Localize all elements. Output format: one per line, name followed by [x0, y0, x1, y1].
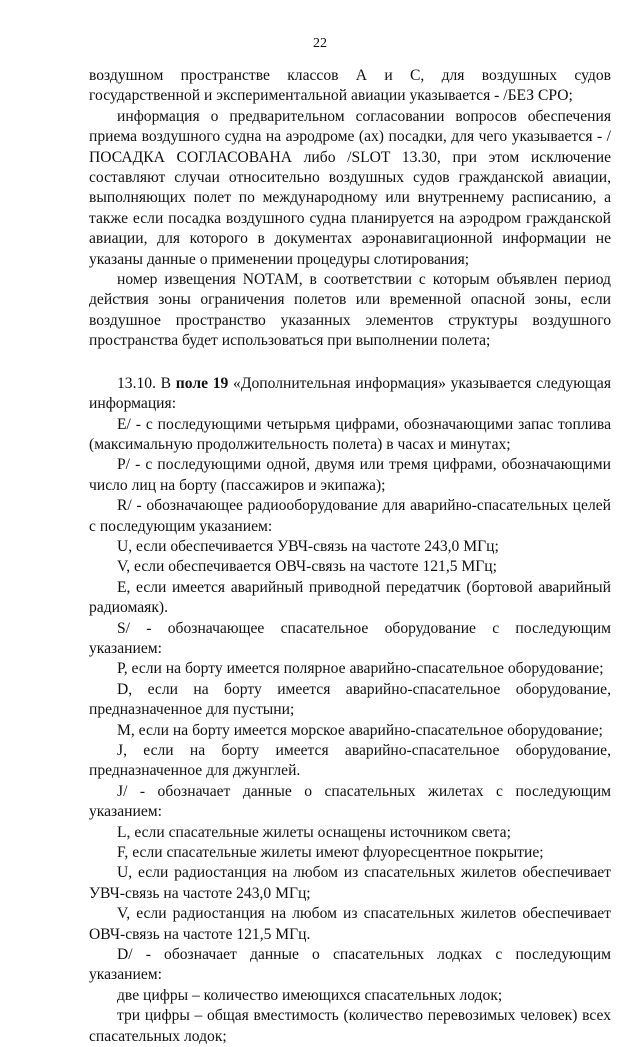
- list-item: М, если на борту имеется морское аварийно-спасательное оборудование;: [117, 721, 603, 739]
- list-item: две цифры – количество имеющихся спасательных лодок;: [117, 986, 503, 1004]
- list-item: U, если обеспечивается УВЧ-связь на частоте 243,0 МГц;: [117, 537, 499, 555]
- list-item: D/ - обозначает данные о спасательных лодках с последующим указанием:: [89, 946, 611, 984]
- list-item: J, если на борту имеется аварийно-спасательное оборудование, предназначенное для джунглей.: [89, 742, 611, 780]
- list-item: три цифры – общая вместимость (количество перевозимых человек) всех спасательных лодок;: [89, 1007, 611, 1045]
- list-item: F, если спасательные жилеты имеют флуоресцентное покрытие;: [117, 844, 544, 862]
- paragraph-gap: [89, 352, 611, 374]
- list-item: Е/ - с последующими четырьмя цифрами, обозначающими запас топлива (максимальную продолжительность полета) в часах и минутах;: [89, 415, 611, 453]
- list-item: Р, если на борту имеется полярное аварийно-спасательное оборудование;: [117, 660, 604, 678]
- list-item: V, если радиостанция на любом из спасательных жилетов обеспечивает ОВЧ-связь на частоте 121,5 МГц.: [89, 905, 611, 943]
- page-number: 22: [313, 36, 327, 51]
- paragraph: воздушном пространстве классов А и С, для воздушных судов государственной и экспериментальной авиации указывается - /БЕЗ СРО;: [89, 67, 611, 105]
- list-item: R/ - обозначающее радиооборудование для аварийно-спасательных целей с последующим указанием:: [89, 497, 611, 535]
- document-body: [89, 66, 611, 1047]
- section-suffix: «Дополнительная информация» указывается следующая информация:: [89, 374, 611, 413]
- list-item: L, если спасательные жилеты оснащены источником света;: [117, 823, 511, 841]
- paragraph: номер извещения NOTAM, в соответствии с которым объявлен период действия зоны ограничения полетов или временной опасной зоны, если воздушное пространство указанных элементов структуры воздушного пространства будет использоваться при выполнении полета;: [89, 271, 611, 350]
- section-field-name: поле 19: [175, 374, 229, 392]
- list-item: D, если на борту имеется аварийно-спасательное оборудование, предназначенное для пустыни;: [89, 680, 611, 719]
- list-item: V, если обеспечивается ОВЧ-связь на частоте 121,5 МГц;: [117, 558, 497, 576]
- list-item: S/ - обозначающее спасательное оборудование с последующим указанием:: [89, 619, 611, 657]
- section-heading-paragraph: [89, 374, 611, 415]
- list-item: U, если радиостанция на любом из спасательных жилетов обеспечивает УВЧ-связь на частоте 243,0 МГц;: [89, 864, 611, 902]
- list-item: Е, если имеется аварийный приводной передатчик (бортовой аварийный радиомаяк).: [89, 578, 611, 617]
- paragraph: информация о предварительном согласовании вопросов обеспечения приема воздушного судна на аэродроме (ах) посадки, для чего указывается - /ПОСАДКА СОГЛАСОВАНА либо /SLOT 13.30, при этом исключение составляют случаи относительно воздушных судов гражданской авиации, выполняющих полет по международному или внутреннему расписанию, а также если посадка воздушного судна планируется на аэродром гражданской авиации, для которого в документах аэронавигационной информации не указаны данные о применении процедуры слотирования;: [89, 107, 611, 268]
- list-item: Р/ - с последующими одной, двумя или тремя цифрами, обозначающими число лиц на борту (пассажиров и экипажа);: [89, 456, 611, 494]
- list-item: J/ - обозначает данные о спасательных жилетах с последующим указанием:: [89, 782, 611, 821]
- section-prefix: 13.10. В: [117, 374, 176, 392]
